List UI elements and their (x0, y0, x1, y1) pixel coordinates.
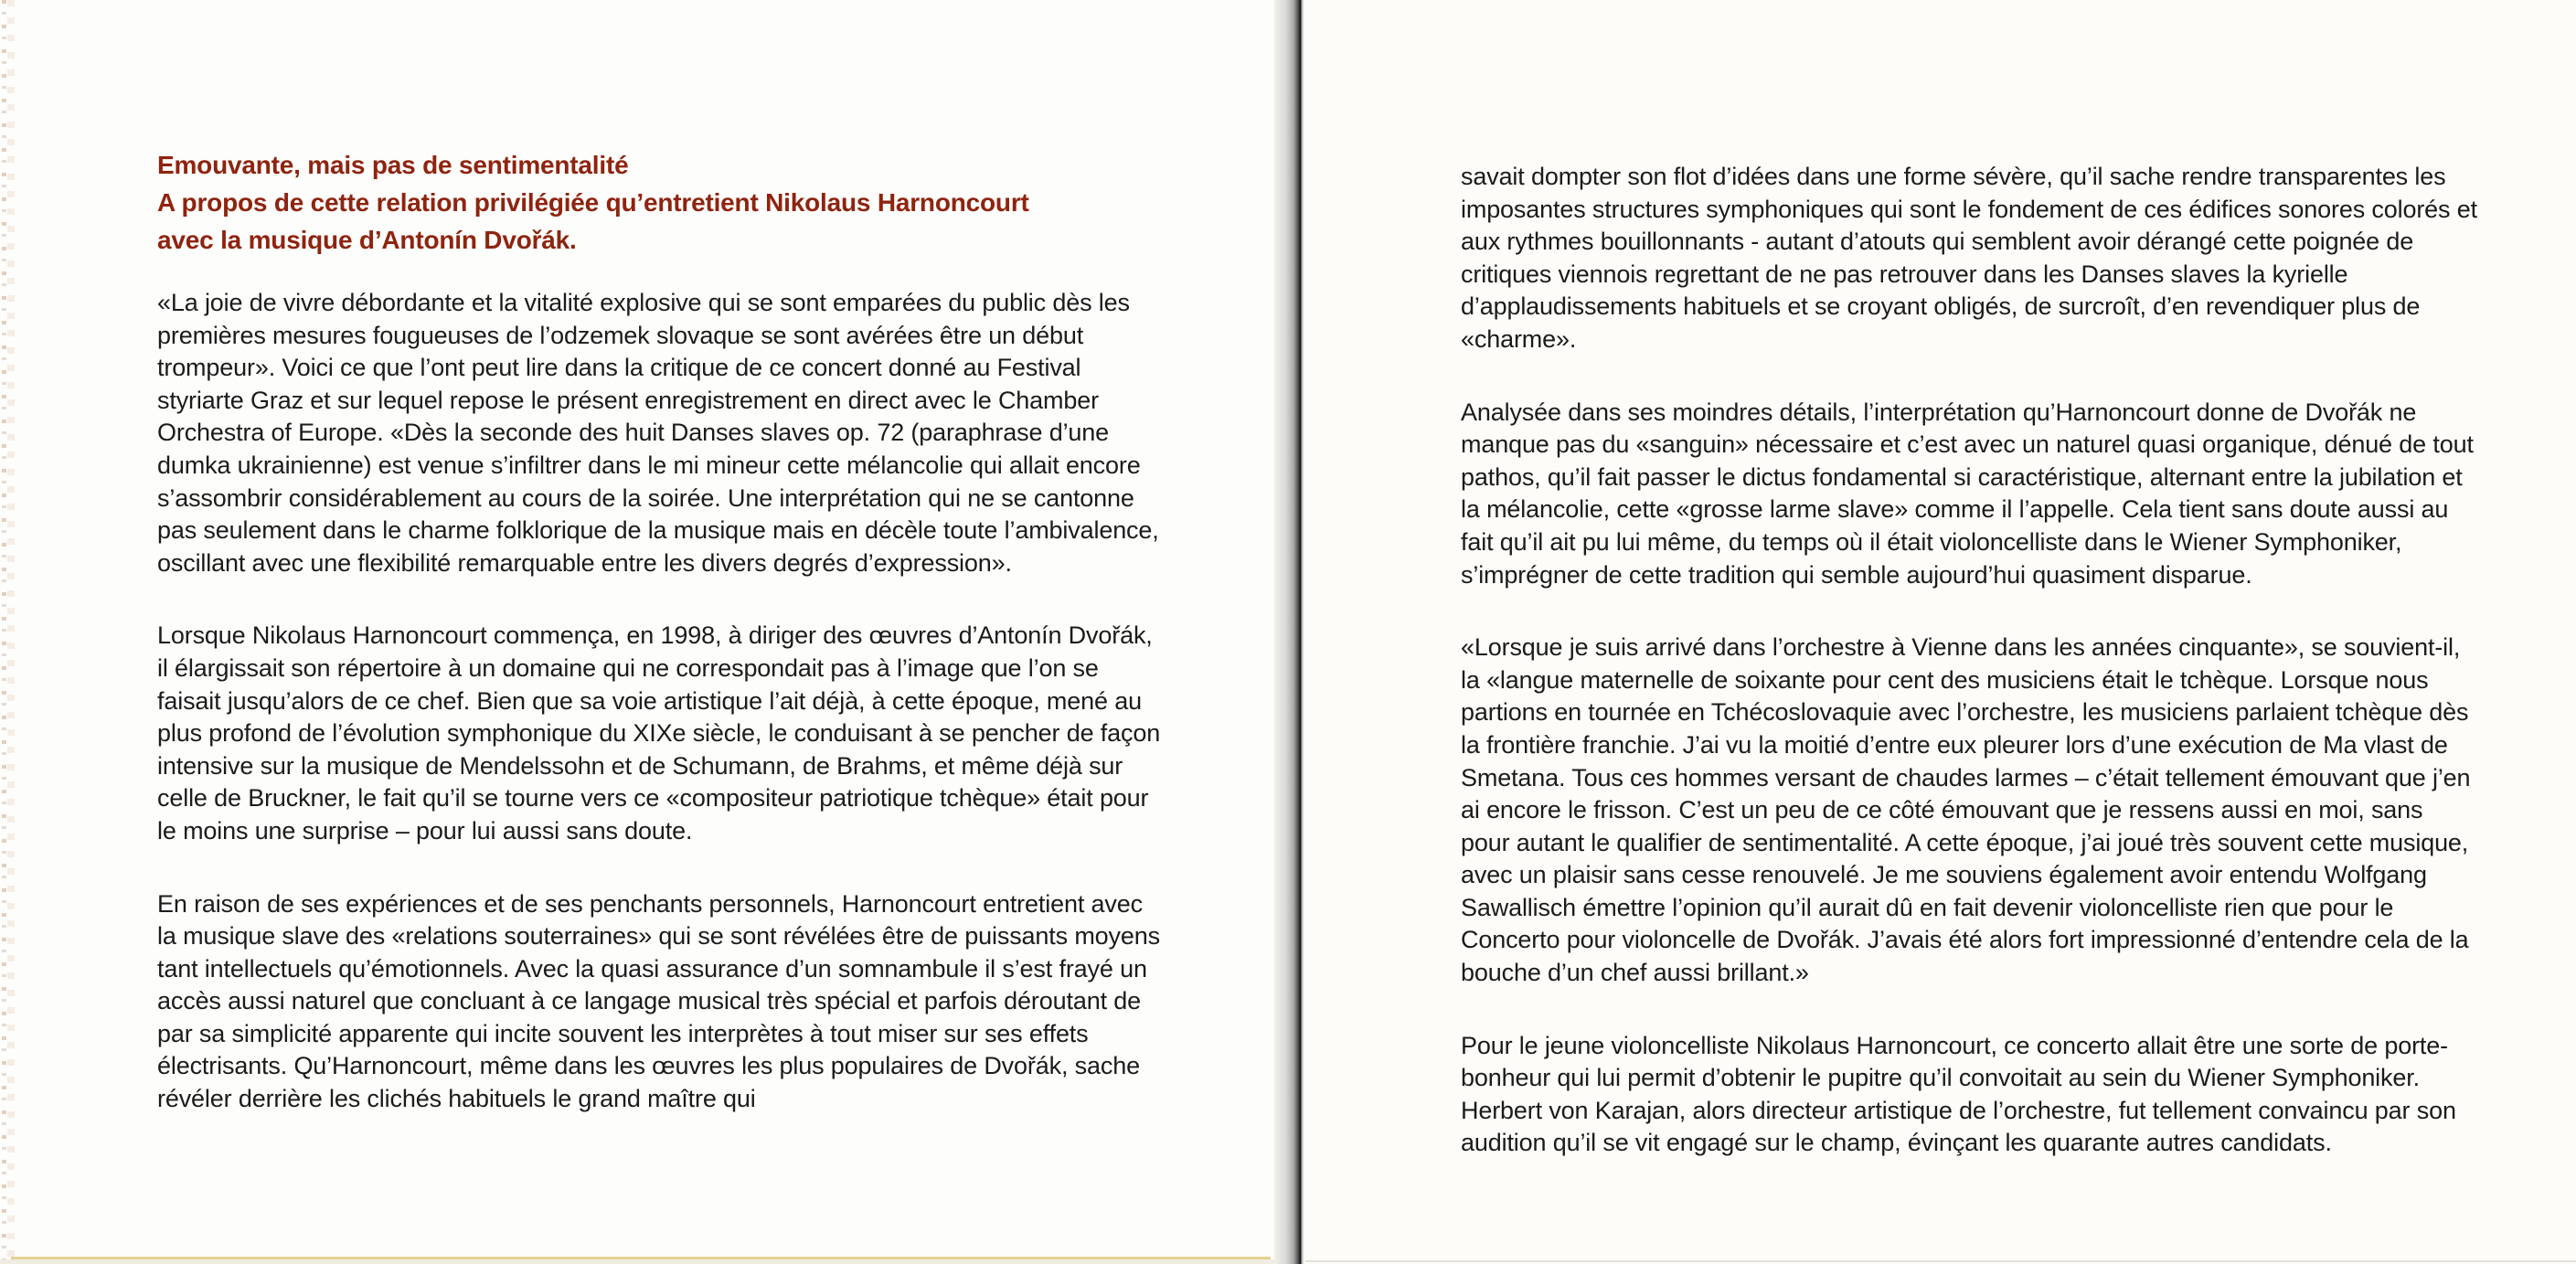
torn-paper-edge (0, 0, 15, 1264)
booklet-page-right (1305, 0, 2576, 1264)
paragraph: «La joie de vivre débordante et la vitalité explosive qui se sont emparées du public dès les premières mesures fougueuses de l’odzemek slovaque se sont avérées être un début trompeur». Voici ce que l’ont peut lire dans la critique de ce concert donné au Festival styriarte Graz et sur lequel repose le présent enregistrement en direct avec le Chamber Orchestra of Europe. «Dès la seconde des huit Danses slaves op. 72 (paraphrase d’une dumka ukrainienne) est venue s’infiltrer dans le mi mineur cette mélancolie qui allait encore s’assombrir considérablement au cours de la soirée. Une interprétation qui ne se cantonne pas seulement dans le charme folklorique de la musique mais en décèle toute l’ambivalence, oscillant avec une flexibilité remarquable entre les divers degrés d’expression». (157, 289, 1159, 577)
heading-line: A propos de cette relation privilégiée qu’entretient Nikolaus Harnoncourt (157, 188, 1029, 217)
paragraph: savait dompter son flot d’idées dans une forme sévère, qu’il sache rendre transparentes les imposantes structures symphoniques qui sont le fondement de ces édifices sonores colorés et aux rythmes bouillonnants - autant d’atouts qui semblent avoir dérangé cette poignée de critiques viennois regrettant de ne pas retrouver dans les Danses slaves la kyrielle d’applaudissements habituels et se croyant obligés, de surcroît, d’en revendiquer plus de «charme». (1461, 163, 2477, 353)
paragraph: Analysée dans ses moindres détails, l’interprétation qu’Harnoncourt donne de Dvořák ne manque pas du «sanguin» nécessaire et c’est avec un naturel quasi organique, dénué de tout pathos, qu’il fait passer le dictus fondamental si caractéristique, alternant entre la jubilation et la mélancolie, cette «grosse larme slave» comme il l’appelle. Cela tient sans doute aussi au fait qu’il ait pu lui même, du temps où il était violoncelliste dans le Wiener Symphoniker, s’imprégner de cette tradition qui semble aujourd’hui quasiment disparue. (1461, 398, 2474, 589)
paragraph: Pour le jeune violoncelliste Nikolaus Harnoncourt, ce concerto allait être une sorte de porte-bonheur qui lui permit d’obtenir le pupitre qu’il convoitait au sein du Wiener Symphoniker. Herbert von Karajan, alors directeur artistique de l’orchestre, fut tellement convaincu par son audition qu’il se vit engagé sur le champ, évinçant les quarante autres candidats. (1461, 1031, 2456, 1157)
paragraph: Lorsque Nikolaus Harnoncourt commença, en 1998, à diriger des œuvres d’Antonín Dvořák, il élargissait son répertoire à un domaine qui ne correspondait pas à l’image que l’on se faisait jusqu’alors de ce chef. Bien que sa voie artistique l’ait déjà, à cette époque, mené au plus profond de l’évolution symphonique du XIXe siècle, le conduisant à se pencher de façon intensive sur la musique de Mendelssohn et de Schumann, de Brahms, et même déjà sur celle de Bruckner, le fait qu’il se tourne vers ce «compositeur patriotique tchèque» était pour le moins une surprise – pour lui aussi sans doute. (157, 621, 1161, 844)
left-text-column (157, 146, 1165, 1116)
paragraph: En raison de ses expériences et de ses penchants personnels, Harnoncourt entretient avec la musique slave des «relations souterraines» qui se sont révélées être de puissants moyens tant intellectuels qu’émotionnels. Avec la quasi assurance d’un somnambule il s’est frayé un accès aussi naturel que concluant à ce langage musical très spécial et parfois déroutant de par sa simplicité apparente qui incite souvent les interprètes à tout miser sur ses effets électrisants. Qu’Harnoncourt, même dans les œuvres les plus populaires de Dvořák, sache révéler derrière les clichés habituels le grand maître qui (157, 889, 1160, 1113)
right-text-column (1461, 161, 2477, 1160)
heading-line: avec la musique d’Antonín Dvořák. (157, 226, 577, 254)
paragraph: «Lorsque je suis arrivé dans l’orchestre à Vienne dans les années cinquante», se souvient-il, la «langue maternelle de soixante pour cent des musiciens était le tchèque. Lorsque nous partions en tournée en Tchécoslovaquie avec l’orchestre, les musiciens parlaient tchèque dès la frontière franchie. J’ai vu la moitié d’entre eux pleurer lors d’une exécution de Ma vlast de Smetana. Tous ces hommes versant de chaudes larmes – c’était tellement émouvant que j’en ai encore le frisson. C’est un peu de ce côté émouvant que je ressens aussi en moi, sans pour autant le qualifier de sentimentalité. A cette époque, j’ai joué très souvent cette musique, avec un plaisir sans cesse renouvelé. Je me souviens également avoir entendu Wolfgang Sawallisch émettre l’opinion qu’il aurait dû en fait devenir violoncelliste rien que pour le Concerto pour violoncelle de Dvořák. J’avais été alors fort impressionné d’entendre cela de la bouche d’un chef aussi brillant.» (1461, 633, 2471, 987)
page-bottom-edge-line (1305, 1260, 2576, 1262)
page-bottom-shadow (0, 1259, 1274, 1264)
booklet-page-left (0, 0, 1274, 1264)
heading-line: Emouvante, mais pas de sentimentalité (157, 151, 629, 179)
page-fold-gutter (1274, 0, 1305, 1264)
article-heading (157, 146, 1165, 259)
